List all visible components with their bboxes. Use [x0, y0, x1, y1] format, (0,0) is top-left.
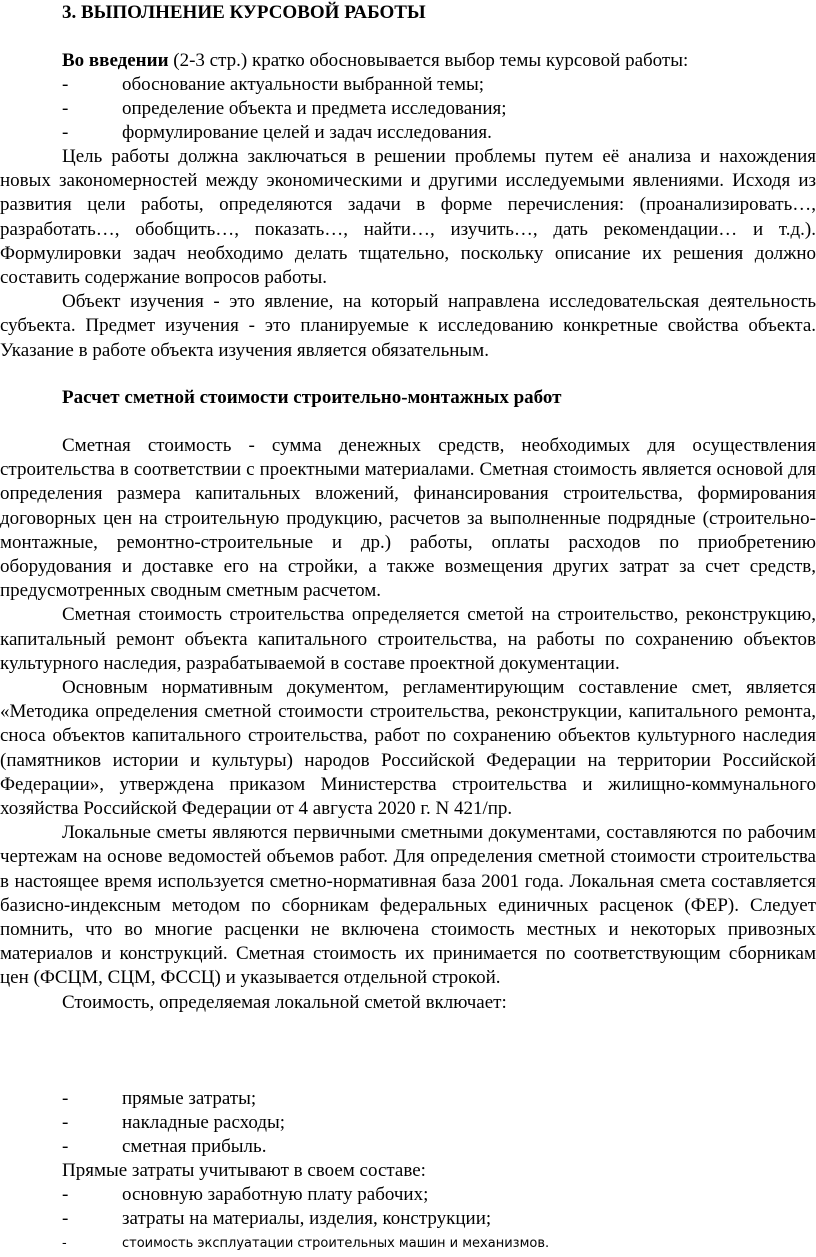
intro-list-item — [62, 121, 816, 145]
list-item-text: затраты на материалы, изделия, конструкции; — [122, 1208, 492, 1229]
intro-list-item — [62, 73, 816, 97]
list-item-text: основную заработную плату рабочих; — [122, 1184, 429, 1205]
list-dash: - — [62, 1088, 69, 1109]
list-item-text: накладные расходы; — [122, 1112, 286, 1133]
section2-title: Расчет сметной стоимости строительно-монтажных работ — [62, 387, 562, 408]
paragraph: Локальные сметы являются первичными сметными документами, составляются по рабочим чертежам на основе ведомостей объемов работ. Для определения сметной стоимости строительства в настоящее время используется сметно-нормативная база 2001 года. Локальная смета составляется базисно-индексным методом по сборникам федеральных единичных расценок (ФЕР). Следует помнить, что во многие расценки не включена стоимость местных и некоторых привозных материалов и конструкций. Сметная стоимость их принимается по соответствующим сборникам цен (ФСЦМ, СЦМ, ФССЦ) и указывается отдельной строкой. — [0, 822, 816, 989]
cost-list-item — [62, 1111, 816, 1135]
direct-list-item — [62, 1232, 816, 1256]
intro-lead — [62, 49, 688, 73]
list-dash: - — [62, 1236, 67, 1251]
list-dash: - — [62, 122, 69, 143]
paragraph: Основным нормативным документом, регламентирующим составление смет, является «Методика определения сметной стоимости строительства, реконструкции, капитального ремонта, сноса объектов капитального строительства, работ по сохранению объектов культурного наследия (памятников истории и культуры) народов Российской Федерации на территории Российской Федерации», утверждена приказом Министерства строительства и жилищно-коммунального хозяйства Российской Федерации от 4 августа 2020 г. N 421/пр. — [0, 677, 816, 820]
list-item-text: сметная прибыль. — [122, 1136, 267, 1157]
list-item-text: обоснование актуальности выбранной темы; — [122, 74, 485, 95]
cost-list-item — [62, 1135, 816, 1159]
list-item-text: определение объекта и предмета исследования; — [122, 98, 507, 119]
direct-intro: Прямые затраты учитывают в своем составе: — [62, 1160, 426, 1181]
direct-list-item — [62, 1207, 816, 1231]
intro-list-item — [62, 97, 816, 121]
direct-intro-block — [0, 1159, 816, 1183]
paragraph: Сметная стоимость - сумма денежных средств, необходимых для осуществления строительства в соответствии с проектными материалами. Сметная стоимость является основой для определения размера капитальных вложений, финансирования строительства, формирования договорных цен на строительную продукцию, расчетов за выполненные подрядные (строительно-монтажные, ремонтно-строительные и др.) работы, оплаты расходов по приобретению оборудования и доставке его на стройки, а также возмещения других затрат за счет средств, предусмотренных сводным сметным расчетом. — [0, 435, 816, 602]
list-item-text: прямые затраты; — [122, 1088, 257, 1109]
list-dash: - — [62, 1208, 69, 1229]
list-dash: - — [62, 1112, 69, 1133]
section2-paragraphs — [0, 434, 816, 1015]
list-dash: - — [62, 74, 69, 95]
list-dash: - — [62, 1136, 69, 1157]
intro-lead-bold: Во введении — [62, 50, 169, 71]
intro-paragraphs — [0, 145, 816, 363]
paragraph: Сметная стоимость строительства определяется сметой на строительство, реконструкцию, капитальный ремонт объекта капитального строительства, на работы по сохранению объектов культурного наследия, разрабатываемой в составе проектной документации. — [0, 604, 816, 674]
list-item-text: стоимость эксплуатации строительных машин и механизмов. — [122, 1236, 550, 1251]
list-dash: - — [62, 1184, 69, 1205]
section-heading: 3. ВЫПОЛНЕНИЕ КУРСОВОЙ РАБОТЫ — [62, 2, 426, 23]
paragraph: Объект изучения - это явление, на который направлена исследовательская деятельность субъекта. Предмет изучения - это планируемые к исследованию конкретные свойства объекта. Указание в работе объекта изучения является обязательным. — [0, 291, 816, 361]
list-item-text: формулирование целей и задач исследования. — [122, 122, 492, 143]
cost-list-item — [62, 1087, 816, 1111]
cost-intro: Стоимость, определяемая локальной сметой включает: — [62, 991, 507, 1013]
direct-list-item — [62, 1183, 816, 1207]
list-dash: - — [62, 98, 69, 119]
intro-lead-rest: (2-3 стр.) кратко обосновывается выбор темы курсовой работы: — [168, 50, 689, 71]
paragraph: Цель работы должна заключаться в решении проблемы путем её анализа и нахождения новых закономерностей между экономическими и другими исследуемыми явлениями. Исходя из развития цели работы, определяются задачи в форме перечисления: (проанализировать…, разработать…, обобщить…, показать…, найти…, изучить…, дать рекомендации… и т.д.). Формулировки задач необходимо делать тщательно, поскольку описание их решения должно составить содержание вопросов работы. — [0, 146, 816, 289]
